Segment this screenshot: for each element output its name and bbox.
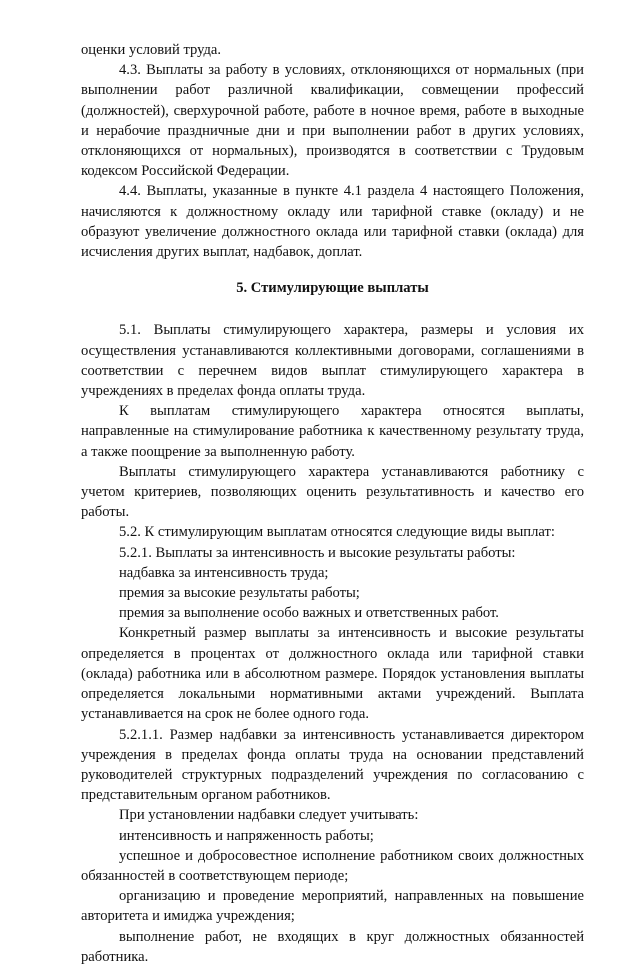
section-heading: 5. Стимулирующие выплаты <box>236 280 429 297</box>
paragraph: 5.2.1. Выплаты за интенсивность и высокие результаты работы: <box>119 544 516 561</box>
paragraph: организацию и проведение мероприятий, направленных на повышение авторитета и имиджа учреждения; <box>81 888 584 925</box>
paragraph: 5.1. Выплаты стимулирующего характера, размеры и условия их осуществления устанавливаются коллективными договорами, соглашениями в соответствии с перечнем видов выплат стимулирующего характера в учреждениях в пределах фонда оплаты труда. <box>81 322 584 400</box>
paragraph: К выплатам стимулирующего характера относятся выплаты, направленные на стимулирование работника к качественному результату труда, а также поощрение за выполненную работу. <box>81 403 584 460</box>
paragraph: премия за выполнение особо важных и ответственных работ. <box>119 605 499 622</box>
paragraph: При установлении надбавки следует учитывать: <box>119 807 419 824</box>
paragraph: успешное и добросовестное исполнение работником своих должностных обязанностей в соответствующем периоде; <box>81 847 584 884</box>
paragraph: надбавка за интенсивность труда; <box>119 564 329 581</box>
paragraph: 4.4. Выплаты, указанные в пункте 4.1 раздела 4 настоящего Положения, начисляются к должностному окладу или тарифной ставке (окладу) и не образуют увеличение должностного оклада или тарифной ставки (оклада) для исчисления других выплат, надбавок, доплат. <box>81 183 584 261</box>
section-4-text <box>81 40 584 262</box>
paragraph: оценки условий труда. <box>81 42 222 58</box>
paragraph: интенсивность и напряженность работы; <box>119 827 374 844</box>
paragraph: 4.3. Выплаты за работу в условиях, отклоняющихся от нормальных (при выполнении работ различной квалификации, совмещении профессий (должностей), сверхурочной работе, работе в ночное время, работе в выходные и нерабочие праздничные дни и при выполнении работ в других условиях, отклоняющихся от нормальных), производятся в соответствии с Трудовым кодексом Российской Федерации. <box>81 62 584 180</box>
section-5-text <box>81 320 584 967</box>
paragraph: Выплаты стимулирующего характера устанавливаются работнику с учетом критериев, позволяющих оценить результативность и качество его работы. <box>81 463 584 521</box>
paragraph: 5.2. К стимулирующим выплатам относятся следующие виды выплат: <box>119 524 555 541</box>
paragraph: выполнение работ, не входящих в круг должностных обязанностей работника. <box>81 928 584 965</box>
paragraph: 5.2.1.1. Размер надбавки за интенсивность устанавливается директором учреждения в пределах фонда оплаты труда на основании представлений руководителей структурных подразделений учреждения по согласованию с представительным органом работников. <box>81 726 584 804</box>
paragraph: Конкретный размер выплаты за интенсивность и высокие результаты определяется в процентах от должностного оклада или тарифной ставки (оклада) работника или в абсолютном размере. Порядок установления выплаты определяется локальными нормативными актами учреждений. Выплата устанавливается на срок не более одного года. <box>81 625 584 723</box>
paragraph: премия за высокие результаты работы; <box>119 585 360 602</box>
